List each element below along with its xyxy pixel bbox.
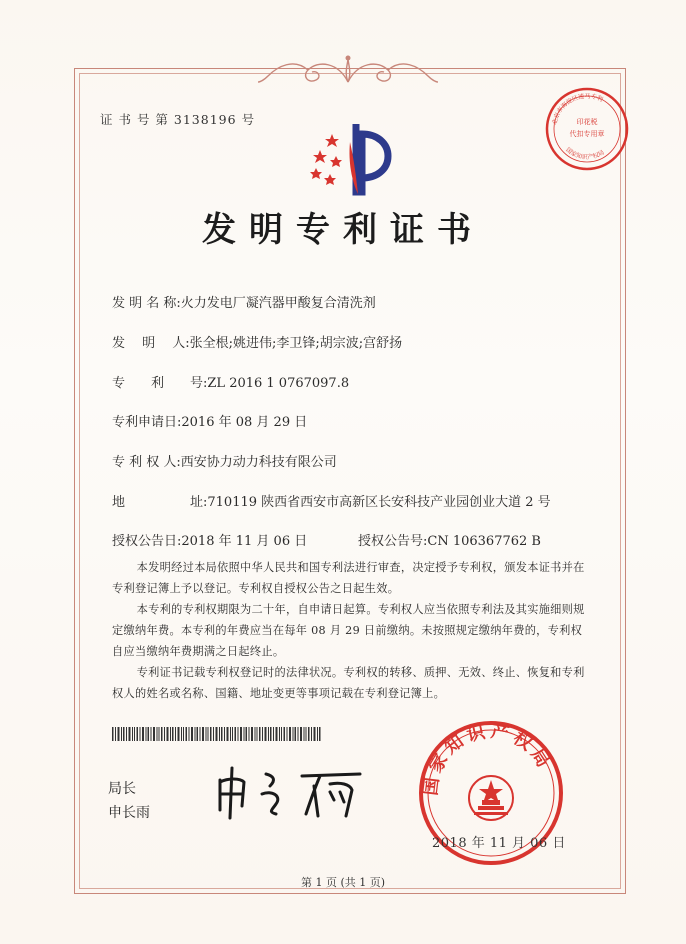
inventors-value: 张全根;姚进伟;李卫锋;胡宗波;宫舒扬 — [189, 336, 403, 351]
grant-number-value: CN 106367762 B — [427, 534, 541, 549]
svg-text:代扣专用章: 代扣专用章 — [569, 130, 605, 138]
body-paragraph-2: 本专利的专利权期限为二十年，自申请日起算。专利权人应当依照专利法及其实施细则规定缴纳年费。本专利的年费应当在每年 08 月 29 日前缴纳。未按照规定缴纳年费的，专利权自应当缴纳年费期满之日起终止。 — [112, 603, 585, 658]
cert-number-value: 3138196 — [173, 112, 237, 127]
address-value: 710119 陕西省西安市高新区长安科技产业园创业大道 2 号 — [207, 495, 551, 510]
certificate-body — [112, 557, 592, 704]
svg-text:北京市海淀区速马专利: 北京市海淀区速马专利 — [551, 92, 604, 126]
body-paragraph-3: 专利证书记载专利权登记时的法律状况。专利权的转移、质押、无效、终止、恢复和专利权人的姓名或名称、国籍、地址变更等事项记载在专利登记簿上。 — [112, 666, 585, 700]
seal-text: 国家知识产权局 — [420, 720, 556, 797]
cert-number-label: 证 书 号 第 — [100, 112, 169, 127]
director-name: 申长雨 — [108, 805, 150, 821]
field-grant-number — [358, 530, 541, 549]
body-paragraph-1: 本发明经过本局依照中华人民共和国专利法进行审查，决定授予专利权，颁发本证书并在专利登记簿上予以登记。专利权自授权公告之日起生效。 — [112, 561, 585, 595]
patent-number-value: ZL 2016 1 0767097.8 — [207, 376, 350, 391]
field-patent-number — [112, 372, 349, 391]
invention-name-value: 火力发电厂凝汽器甲酸复合清洗剂 — [180, 296, 376, 311]
tax-agent-seal — [542, 84, 632, 174]
cert-number-suffix: 号 — [241, 112, 256, 127]
field-invention-name — [112, 292, 376, 311]
svg-text:国家知识产权局 — [420, 720, 556, 797]
grant-number-label: 授权公告号: — [358, 534, 428, 549]
application-date-label: 专利申请日: — [112, 415, 182, 430]
patentee-label: 专 利 权 人: — [112, 455, 181, 470]
field-grant-date — [112, 530, 307, 549]
application-date-value: 2016 年 08 月 29 日 — [181, 415, 308, 430]
certificate-number — [100, 110, 255, 128]
director-signature — [210, 760, 370, 820]
address-label: 地 址: — [112, 495, 208, 510]
inventors-label: 发 明 人: — [112, 336, 190, 351]
cnipa-logo — [306, 112, 406, 202]
patent-number-label: 专 利 号: — [112, 376, 208, 391]
top-ornament — [258, 52, 438, 92]
field-application-date — [112, 411, 307, 430]
seal-date: 2018 年 11 月 06 日 — [432, 836, 566, 851]
page-number: 第 1 页 (共 1 页) — [300, 876, 386, 889]
barcode — [112, 727, 322, 741]
grant-date-value: 2018 年 11 月 06 日 — [181, 534, 308, 549]
invention-name-label: 发 明 名 称: — [112, 296, 181, 311]
grant-date-label: 授权公告日: — [112, 534, 182, 549]
field-patentee — [112, 451, 337, 470]
certificate-title: 发明专利证书 — [202, 210, 484, 250]
patentee-value: 西安协力动力科技有限公司 — [180, 455, 337, 470]
svg-text:国家知识产权局: 国家知识产权局 — [564, 146, 606, 162]
director-title: 局长 — [108, 781, 136, 797]
field-inventors — [112, 332, 402, 351]
field-address — [112, 491, 551, 510]
svg-text:印花税: 印花税 — [576, 118, 598, 126]
